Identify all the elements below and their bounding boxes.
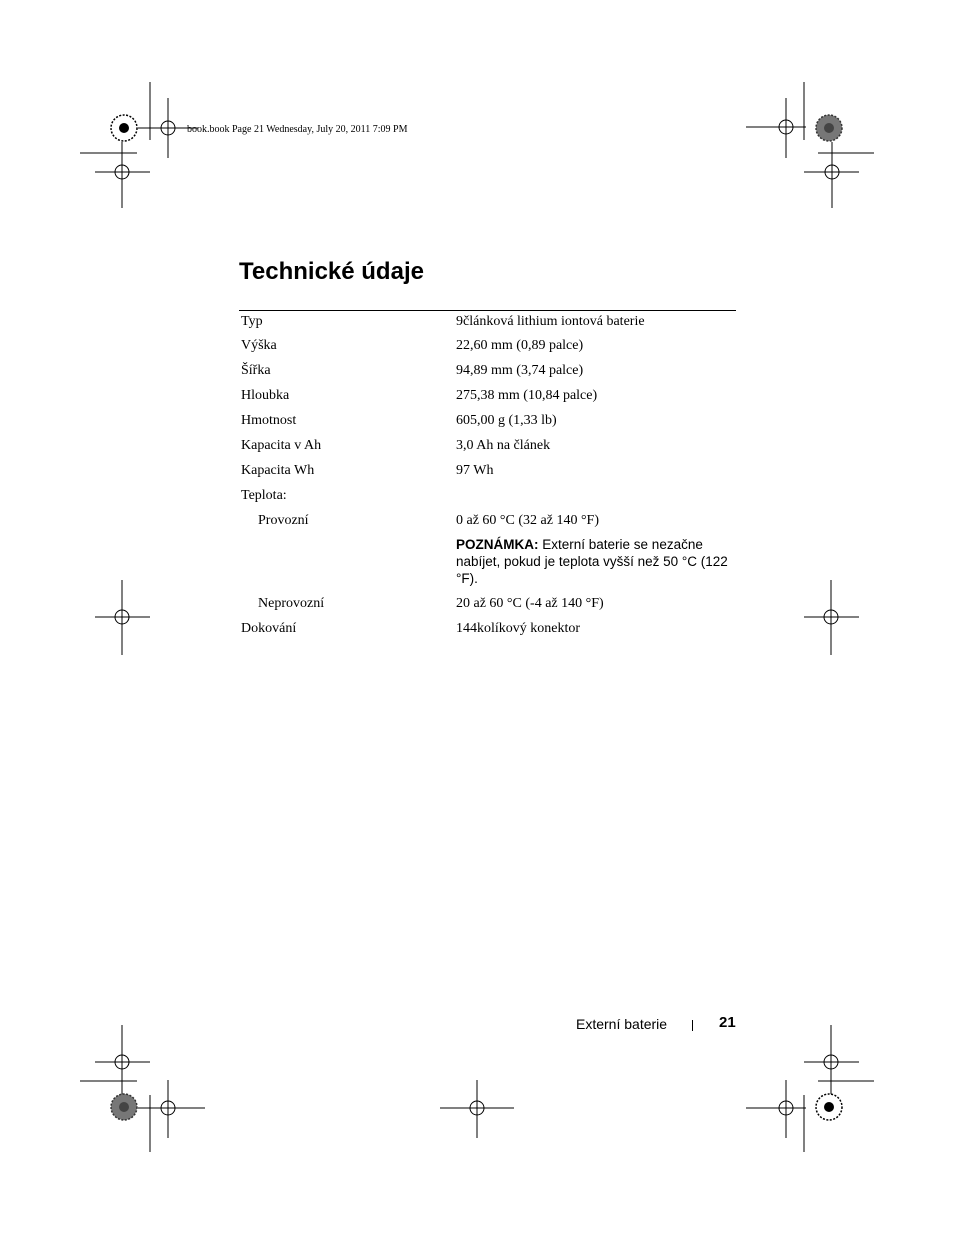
note — [456, 536, 736, 587]
spec-value: 97 Wh — [456, 463, 494, 478]
note-text: Externí baterie se nezačne nabíjet, pokud je teplota vyšší než 50 °C (122 °F). — [456, 537, 728, 586]
spec-label: Výška — [241, 338, 277, 353]
spec-value: 9článková lithium iontová baterie — [456, 314, 645, 329]
spec-label: Hmotnost — [241, 413, 297, 428]
footer-section-title: Externí baterie — [576, 1016, 668, 1032]
spec-label: Neprovozní — [258, 596, 325, 611]
footer-separator — [692, 1020, 693, 1031]
spec-value: 22,60 mm (0,89 palce) — [456, 338, 584, 353]
spec-value: 144kolíkový konektor — [456, 621, 581, 636]
spec-value: 94,89 mm (3,74 palce) — [456, 363, 584, 378]
spec-value: 3,0 Ah na článek — [456, 438, 551, 453]
note-lead: POZNÁMKA: — [456, 537, 539, 552]
spec-value: 0 až 60 °C (32 až 140 °F) — [456, 513, 600, 528]
spec-label: Kapacita v Ah — [241, 438, 322, 453]
spec-label: Kapacita Wh — [241, 463, 315, 478]
print-header: book.book Page 21 Wednesday, July 20, 2011 7:09 PM — [187, 124, 408, 135]
spec-label: Hloubka — [241, 388, 290, 403]
page-number: 21 — [719, 1014, 736, 1031]
spec-label: Typ — [241, 314, 263, 329]
spec-label: Šířka — [241, 363, 271, 378]
spec-value: 275,38 mm (10,84 palce) — [456, 388, 598, 403]
spec-label: Dokování — [241, 621, 297, 636]
title-rule — [239, 310, 736, 311]
spec-label: Teplota: — [241, 488, 287, 503]
spec-label: Provozní — [258, 513, 309, 528]
page-title: Technické údaje — [239, 258, 424, 285]
spec-value: 605,00 g (1,33 lb) — [456, 413, 557, 428]
spec-value: 20 až 60 °C (-4 až 140 °F) — [456, 596, 604, 611]
